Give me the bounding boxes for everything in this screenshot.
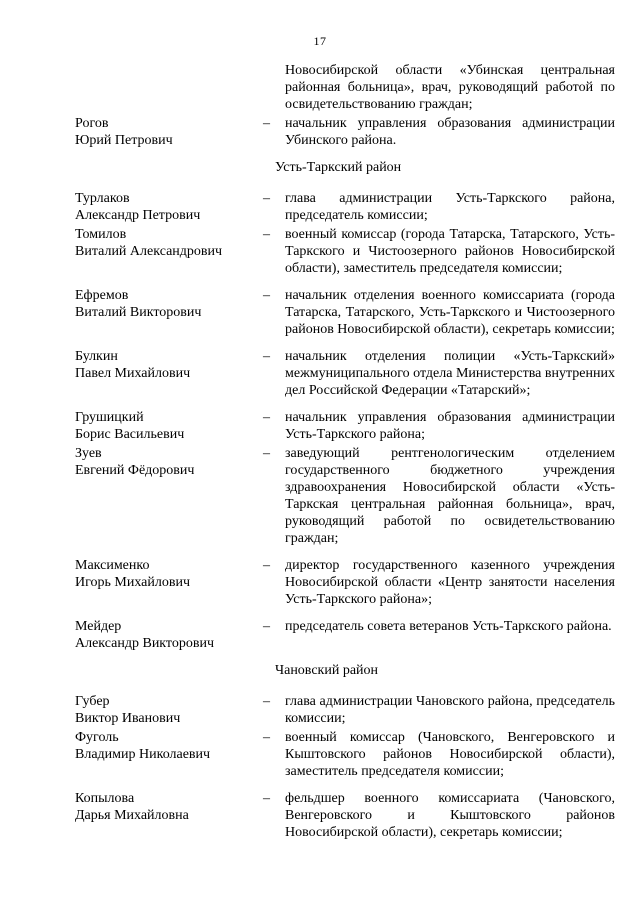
list-item <box>75 115 615 149</box>
member-name: Губер Виктор Иванович <box>75 694 181 726</box>
commission-list <box>75 62 615 851</box>
list-item <box>75 190 615 224</box>
dash-separator: – <box>263 619 270 634</box>
member-name: Ефремов Виталий Викторович <box>75 288 202 320</box>
dash-separator: – <box>263 730 270 745</box>
continuation-text: Новосибирской области «Убинская центральная районная больница», врач, руководящий работой по освидетельствованию граждан; <box>285 63 615 112</box>
member-position: заведующий рентгенологическим отделением государственного бюджетного учреждения здравоохранения Новосибирской области «Усть-Таркская центральная районная больница», врач, руководящий работой по освидетельствованию граждан; <box>285 446 615 546</box>
list-item <box>75 618 615 652</box>
member-name: Рогов Юрий Петрович <box>75 116 173 148</box>
list-item <box>75 348 615 399</box>
member-name: Зуев Евгений Фёдорович <box>75 446 195 478</box>
dash-separator: – <box>263 288 270 303</box>
dash-separator: – <box>263 227 270 242</box>
dash-separator: – <box>263 410 270 425</box>
member-position: председатель совета ветеранов Усть-Таркского района. <box>285 619 612 634</box>
member-position: военный комиссар (города Татарска, Татарского, Усть-Таркского и Чистоозерного районов Новосибирской области), заместитель председателя комиссии; <box>285 227 615 276</box>
member-name: Булкин Павел Михайлович <box>75 349 191 381</box>
member-position: директор государственного казенного учреждения Новосибирской области «Центр занятости населения Усть-Таркского района»; <box>285 558 615 607</box>
dash-separator: – <box>263 116 270 131</box>
list-item <box>75 287 615 338</box>
section-title-chany: Чановский район <box>275 663 379 678</box>
list-item <box>75 226 615 277</box>
member-position: военный комиссар (Чановского, Венгеровского и Кыштовского районов Новосибирской области), заместитель председателя комиссии; <box>285 730 615 779</box>
member-name: Томилов Виталий Александрович <box>75 227 223 259</box>
dash-separator: – <box>263 446 270 461</box>
member-position: начальник отделения военного комиссариата (города Татарска, Татарского, Усть-Таркского и Чистоозерного районов Новосибирской области), секретарь комиссии; <box>285 288 615 337</box>
list-item <box>75 409 615 443</box>
member-position: начальник отделения полиции «Усть-Таркский» межмуниципального отдела Министерства внутренних дел Российской Федерации «Татарский»; <box>285 349 615 398</box>
dash-separator: – <box>263 349 270 364</box>
member-name: Грушицкий Борис Васильевич <box>75 410 185 442</box>
dash-separator: – <box>263 694 270 709</box>
member-position: глава администрации Усть-Таркского района, председатель комиссии; <box>285 191 615 223</box>
list-item <box>75 557 615 608</box>
list-item <box>75 729 615 780</box>
dash-separator: – <box>263 558 270 573</box>
member-name: Фуголь Владимир Николаевич <box>75 730 211 762</box>
member-position: начальник управления образования администрации Убинского района. <box>285 116 615 148</box>
member-name: Мейдер Александр Викторович <box>75 619 215 651</box>
dash-separator: – <box>263 191 270 206</box>
member-name: Максименко Игорь Михайлович <box>75 558 190 590</box>
list-item <box>75 790 615 841</box>
page-number: 17 <box>313 34 327 48</box>
list-item <box>75 693 615 727</box>
member-position: начальник управления образования администрации Усть-Таркского района; <box>285 410 615 442</box>
member-position: глава администрации Чановского района, председатель комиссии; <box>285 694 615 726</box>
member-name: Турлаков Александр Петрович <box>75 191 201 223</box>
section-title-ust-tarka: Усть-Таркский район <box>275 160 402 175</box>
list-item <box>75 445 615 547</box>
dash-separator: – <box>263 791 270 806</box>
member-name: Копылова Дарья Михайловна <box>75 791 189 823</box>
member-position: фельдшер военного комиссариата (Чановского, Венгеровского и Кыштовского районов Новосибирской области), секретарь комиссии; <box>285 791 615 840</box>
